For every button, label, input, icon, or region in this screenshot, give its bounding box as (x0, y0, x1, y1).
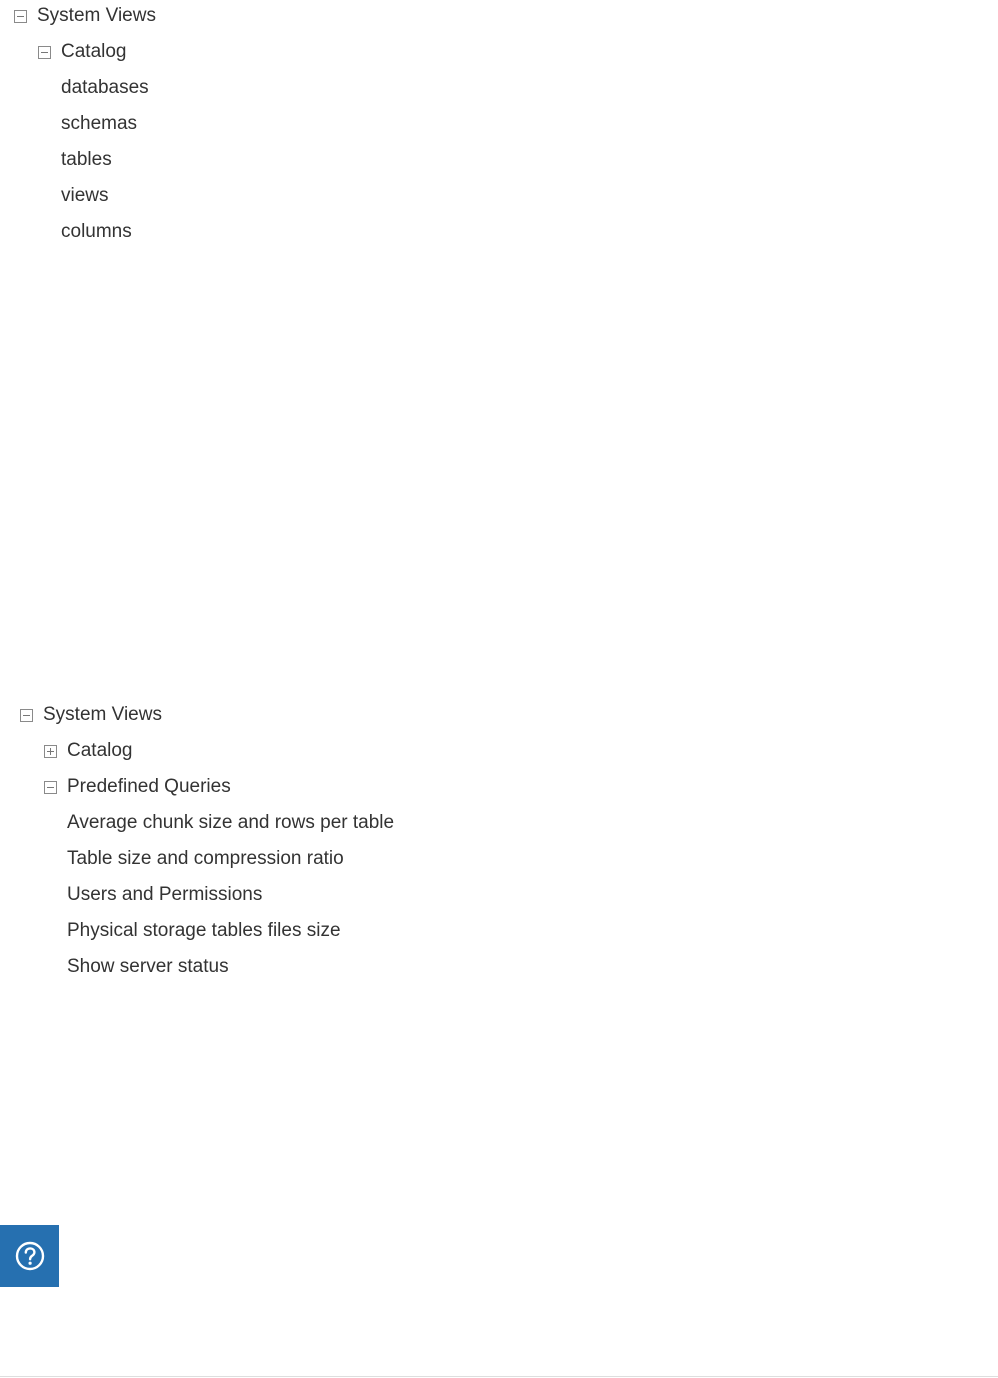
tree-leaf-label: Table size and compression ratio (67, 848, 344, 869)
tree-leaf-columns[interactable] (61, 214, 132, 250)
tree-leaf-tables[interactable] (61, 142, 112, 178)
tree-leaf-label: Average chunk size and rows per table (67, 812, 395, 833)
collapse-icon[interactable] (38, 46, 51, 59)
tree-leaf-users-permissions[interactable] (67, 877, 262, 913)
tree-leaf-label: tables (61, 149, 112, 170)
tree-node-catalog[interactable] (38, 34, 127, 70)
help-circle-icon (14, 1240, 46, 1272)
tree-leaf-databases[interactable] (61, 70, 149, 106)
tree-leaf-views[interactable] (61, 178, 109, 214)
tree-node-predefined-queries[interactable] (44, 769, 231, 805)
tree-node-label: Catalog (61, 41, 127, 62)
tree-leaf-average-chunk-size[interactable] (67, 805, 394, 841)
tree-leaf-label: Show server status (67, 956, 229, 977)
collapse-icon[interactable] (44, 781, 57, 794)
tree-leaf-server-status[interactable] (67, 949, 229, 985)
collapse-icon[interactable] (20, 709, 33, 722)
tree-node-system-views[interactable] (14, 0, 156, 34)
tree-leaf-label: views (61, 185, 109, 206)
expand-icon[interactable] (44, 745, 57, 758)
tree-leaf-physical-storage[interactable] (67, 913, 341, 949)
tree-node-label: System Views (37, 5, 156, 26)
tree-leaf-table-size-compression[interactable] (67, 841, 344, 877)
tree-node-label: Catalog (67, 740, 133, 761)
tree-leaf-label: databases (61, 77, 149, 98)
bottom-divider (0, 1376, 998, 1377)
help-button[interactable] (0, 1225, 59, 1287)
tree-leaf-label: Physical storage tables files size (67, 920, 341, 941)
tree-node-catalog[interactable] (44, 733, 133, 769)
tree-leaf-label: columns (61, 221, 132, 242)
tree-node-system-views[interactable] (20, 697, 162, 733)
tree-leaf-label: schemas (61, 113, 138, 134)
tree-leaf-label: Users and Permissions (67, 884, 263, 905)
tree-node-label: Predefined Queries (67, 776, 231, 797)
tree-leaf-schemas[interactable] (61, 106, 137, 142)
tree-node-label: System Views (43, 704, 162, 725)
collapse-icon[interactable] (14, 10, 27, 23)
